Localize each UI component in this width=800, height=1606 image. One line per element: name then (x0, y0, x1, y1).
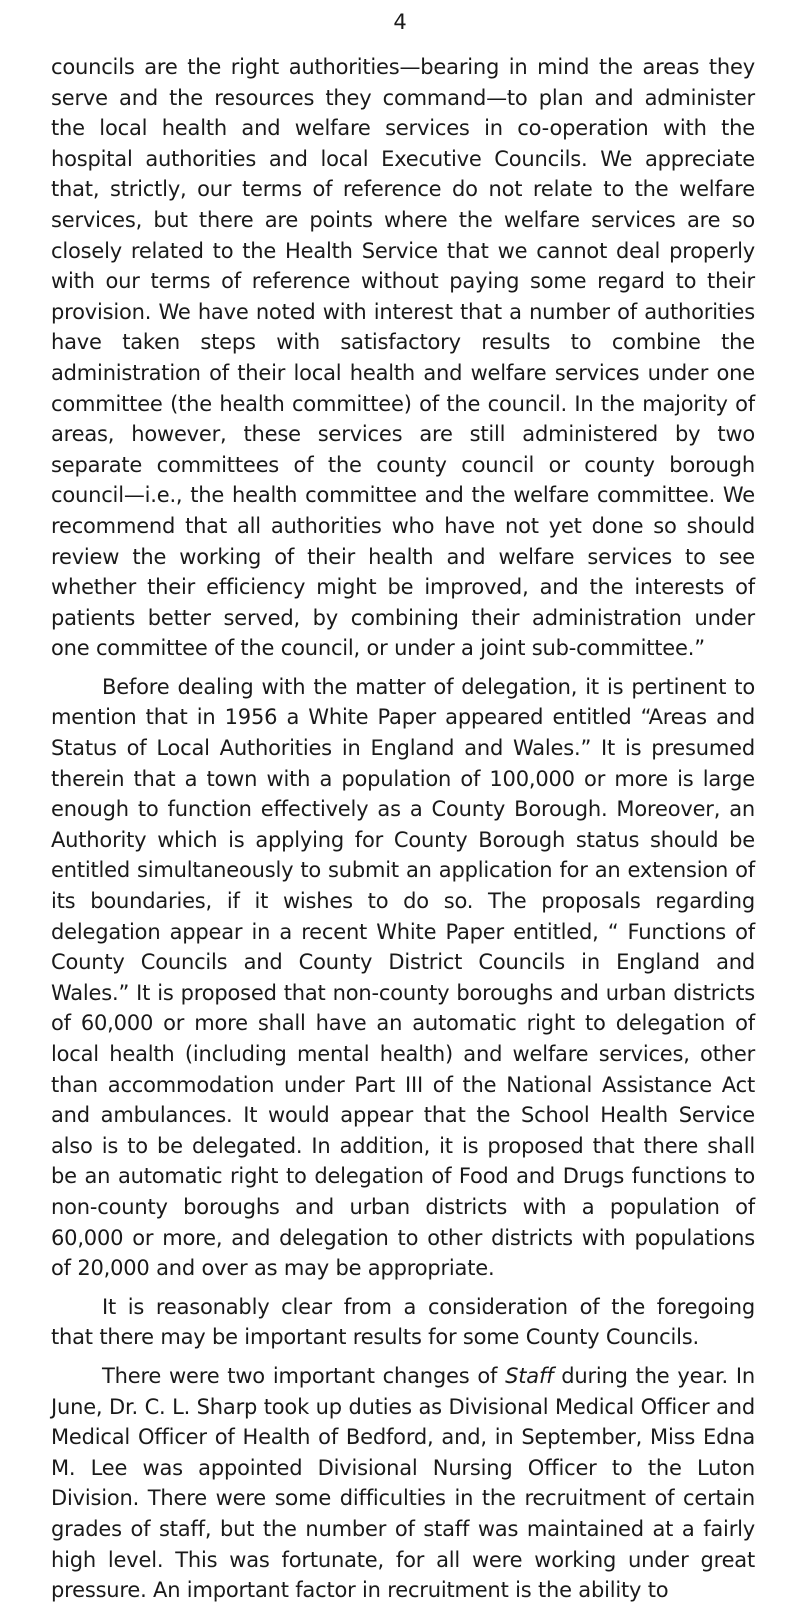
staff-text-before: There were two important changes of (102, 1363, 506, 1388)
paragraph-staff-changes (51, 1361, 755, 1606)
staff-text-after: during the year. In June, Dr. C. L. Sharp took up duties as Divisional Medical Officer and Medical Officer of Health of Bedford, and, in September, Miss Edna M. Lee was appointed Divisional Nursing Officer to the Luton Division. There were some difficulties in the recruitment of certain grades of staff, but the number of staff was maintained at a fairly high level. This was fortunate, for all were working under great pressure. An important factor in recruitment is the ability to (51, 1363, 755, 1603)
staff-italic-heading: Staff (505, 1363, 554, 1388)
page-number: 4 (393, 10, 407, 34)
body-text (51, 52, 755, 1606)
paragraph-county-council-results: It is reasonably clear from a consideration of the foregoing that there may be important results for some County Councils. (51, 1294, 755, 1350)
paragraph-delegation-white-paper: Before dealing with the matter of delegation, it is pertinent to mention that in 1956 a White Paper appeared entitled “Areas and Status of Local Authorities in England and Wales.” It is presumed therein that a town with a population of 100,000 or more is large enough to function effectively as a County Borough. Moreover, an Authority which is applying for County Borough status should be entitled simultaneously to submit an application for an extension of its boundaries, if it wishes to do so. The proposals regarding delegation appear in a recent White Paper entitled, “ Functions of County Councils and County District Councils in England and Wales.” It is proposed that non-county boroughs and urban districts of 60,000 or more shall have an automatic right to delegation of local health (including mental health) and welfare services, other than accommodation under Part III of the National Assistance Act and ambulances. It would appear that the School Health Service also is to be delegated. In addition, it is proposed that there shall be an automatic right to delegation of Food and Drugs functions to non-county boroughs and urban districts with a population of 60,000 or more, and delegation to other districts with populations of 20,000 and over as may be appropriate. (51, 674, 755, 1281)
paragraph-quoted-report-conclusion: councils are the right authorities—bearing in mind the areas they serve and the resources they command—to plan and administer the local health and welfare services in co-operation with the hospital authorities and local Executive Councils. We appreciate that, strictly, our terms of reference do not relate to the welfare services, but there are points where the welfare services are so closely related to the Health Service that we cannot deal properly with our terms of reference without paying some regard to their provision. We have noted with interest that a number of authorities have taken steps with satisfactory results to combine the administration of their local health and welfare services under one committee (the health committee) of the council. In the majority of areas, however, these services are still administered by two separate committees of the county council or county borough council—i.e., the health committee and the welfare committee. We recommend that all authorities who have not yet done so should review the working of their health and welfare services to see whether their efficiency might be improved, and the interests of patients better served, by combining their administration under one committee of the council, or under a joint sub-committee.” (51, 55, 755, 661)
